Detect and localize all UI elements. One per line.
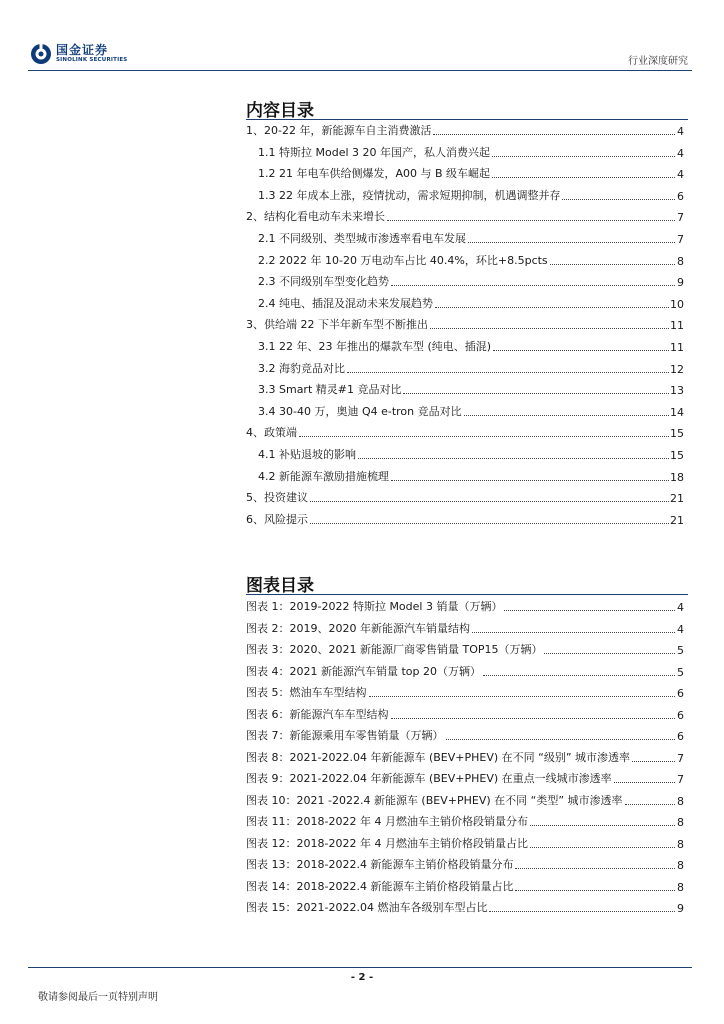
- dot-leader: [391, 284, 675, 286]
- entry-page-number: 8: [677, 816, 684, 829]
- toc-entry[interactable]: [246, 208, 684, 224]
- entry-page-number: 5: [677, 665, 684, 679]
- toc-entry[interactable]: [246, 122, 684, 138]
- entry-page-number: 13: [670, 384, 684, 398]
- entry-title: 2.3 不同级别车型变化趋势: [258, 275, 389, 289]
- entry-title: 3.2 海豹竞品对比: [258, 361, 345, 375]
- entry-title: 图表 12：2018-2022 年 4 月燃油车主销价格段销量占比: [246, 836, 528, 850]
- entry-page-number: 4: [677, 622, 684, 636]
- figure-entry[interactable]: [246, 727, 684, 743]
- entry-page-number: 9: [677, 902, 684, 915]
- dot-leader: [310, 500, 669, 502]
- dot-leader: [464, 414, 669, 416]
- entry-page-number: 7: [677, 773, 684, 786]
- dot-leader: [492, 176, 675, 178]
- toc-entry[interactable]: [258, 273, 684, 289]
- entry-title: 3.4 30-40 万，奥迪 Q4 e-tron 竞品对比: [258, 404, 462, 418]
- entry-page-number: 8: [677, 794, 684, 808]
- dot-leader: [387, 219, 675, 221]
- dot-leader: [468, 241, 675, 243]
- entry-title: 1.1 特斯拉 Model 3 20 年国产，私人消费兴起: [258, 145, 490, 159]
- dot-leader: [403, 392, 669, 394]
- entry-title: 图表 10：2021 -2022.4 新能源车 (BEV+PHEV) 在不同 “类型” 城市渗透率: [246, 793, 623, 807]
- figure-entry[interactable]: [246, 706, 684, 722]
- entry-title: 3.3 Smart 精灵#1 竞品对比: [258, 383, 402, 397]
- entry-title: 1.3 22 年成本上涨，疫情扰动，需求短期抑制，机遇调整并存: [258, 188, 561, 202]
- dot-leader: [391, 479, 669, 481]
- dot-leader: [530, 846, 675, 848]
- toc-entry[interactable]: [258, 381, 684, 397]
- figure-entry[interactable]: [246, 684, 684, 700]
- dot-leader: [492, 155, 675, 157]
- toc-entry[interactable]: [258, 230, 684, 246]
- dot-leader: [632, 760, 675, 762]
- figure-entry[interactable]: [246, 813, 684, 829]
- toc-entry[interactable]: [258, 338, 684, 354]
- entry-title: 图表 11：2018-2022 年 4 月燃油车主销价格段销量分布: [246, 815, 528, 828]
- dot-leader: [310, 522, 669, 524]
- entry-title: 3.1 22 年、23 年推出的爆款车型 (纯电、插混): [258, 340, 492, 353]
- toc-entry[interactable]: [258, 403, 684, 419]
- entry-title: 2、结构化看电动车未来增长: [246, 210, 385, 224]
- entry-page-number: 6: [677, 687, 684, 700]
- figure-entry[interactable]: [246, 641, 684, 657]
- entry-page-number: 7: [677, 211, 684, 225]
- entry-title: 图表 5：燃油车车型结构: [246, 686, 367, 699]
- dot-leader: [493, 349, 669, 351]
- figure-entry[interactable]: [246, 792, 684, 808]
- dot-leader: [347, 371, 669, 373]
- entry-page-number: 7: [677, 233, 684, 246]
- entry-page-number: 12: [670, 362, 684, 376]
- entry-title: 5、投资建议: [246, 491, 308, 505]
- figure-entry[interactable]: [246, 835, 684, 851]
- entry-page-number: 10: [670, 297, 684, 311]
- toc-title: 内容目录: [246, 101, 314, 121]
- entry-page-number: 15: [670, 449, 684, 462]
- dot-leader: [430, 327, 669, 329]
- sinolink-logo-icon: [30, 43, 52, 65]
- dot-leader: [358, 457, 669, 459]
- dot-leader: [614, 781, 675, 783]
- toc-entry[interactable]: [258, 446, 684, 462]
- entry-page-number: 4: [677, 146, 684, 160]
- toc-entry[interactable]: [246, 316, 684, 332]
- dot-leader: [299, 435, 669, 437]
- entry-page-number: 21: [670, 513, 684, 527]
- entry-page-number: 14: [670, 405, 684, 419]
- dot-leader: [446, 738, 676, 740]
- entry-page-number: 15: [670, 427, 684, 441]
- entry-page-number: 11: [670, 341, 684, 354]
- dot-leader: [472, 631, 675, 633]
- dot-leader: [625, 803, 675, 805]
- figures-title: 图表目录: [246, 576, 314, 596]
- entry-page-number: 8: [677, 880, 684, 894]
- entry-page-number: 11: [670, 319, 684, 333]
- entry-title: 4.1 补贴退坡的影响: [258, 448, 356, 461]
- entry-page-number: 5: [677, 644, 684, 657]
- report-type: 行业深度研究: [628, 56, 688, 67]
- dot-leader: [562, 198, 675, 200]
- dot-leader: [433, 133, 675, 135]
- entry-title: 图表 9：2021-2022.04 年新能源车 (BEV+PHEV) 在重点一线城市渗透率: [246, 772, 612, 785]
- entry-page-number: 6: [677, 708, 684, 722]
- entry-title: 2.4 纯电、插混及混动未来发展趋势: [258, 296, 433, 310]
- entry-title: 图表 8：2021-2022.04 年新能源车 (BEV+PHEV) 在不同 “级别” 城市渗透率: [246, 750, 631, 764]
- entry-page-number: 6: [677, 730, 684, 743]
- entry-title: 图表 15：2021-2022.04 燃油车各级别车型占比: [246, 901, 488, 914]
- entry-page-number: 7: [677, 751, 684, 765]
- entry-page-number: 21: [670, 492, 684, 506]
- toc-entry[interactable]: [258, 468, 684, 484]
- brand-logo: [30, 42, 127, 66]
- toc-entry[interactable]: [246, 489, 684, 505]
- entry-title: 3、供给端 22 下半年新车型不断推出: [246, 318, 428, 332]
- entry-page-number: 6: [677, 189, 684, 203]
- entry-title: 图表 3：2020、2021 新能源厂商零售销量 TOP15（万辆）: [246, 643, 543, 656]
- toc-entry[interactable]: [246, 511, 684, 527]
- dot-leader: [504, 609, 675, 611]
- toc-entry[interactable]: [246, 424, 684, 440]
- figures-title-divider: [246, 594, 688, 595]
- entry-title: 2.1 不同级别、类型城市渗透率看电车发展: [258, 232, 466, 245]
- toc-entry[interactable]: [258, 144, 684, 160]
- figure-entry[interactable]: [246, 899, 684, 915]
- entry-title: 图表 6：新能源汽车车型结构: [246, 707, 389, 721]
- toc-title-divider: [246, 119, 688, 120]
- toc-entry[interactable]: [258, 252, 684, 268]
- toc-entry[interactable]: [258, 295, 684, 311]
- entry-title: 图表 13：2018-2022.4 新能源车主销价格段销量分布: [246, 858, 514, 871]
- page-header: [0, 0, 724, 72]
- entry-page-number: 8: [677, 254, 684, 268]
- toc-entry[interactable]: [258, 165, 684, 181]
- entry-page-number: 4: [677, 125, 684, 138]
- entry-title: 4.2 新能源车激励措施梳理: [258, 469, 389, 483]
- dot-leader: [391, 717, 676, 719]
- dot-leader: [544, 652, 675, 654]
- entry-title: 2.2 2022 年 10-20 万电动车占比 40.4%，环比+8.5pcts: [258, 253, 548, 267]
- entry-title: 图表 7：新能源乘用车零售销量（万辆）: [246, 729, 444, 742]
- entry-page-number: 8: [677, 837, 684, 851]
- figure-entry[interactable]: [246, 856, 684, 872]
- entry-page-number: 9: [677, 276, 684, 290]
- entry-page-number: 18: [670, 470, 684, 484]
- disclaimer-note: 敬请参阅最后一页特别声明: [38, 992, 158, 1003]
- figure-entry[interactable]: [246, 620, 684, 636]
- entry-title: 图表 1：2019-2022 特斯拉 Model 3 销量（万辆）: [246, 600, 503, 613]
- brand-name-en: SINOLINK SECURITIES: [56, 57, 128, 64]
- entry-title: 1.2 21 年电车供给侧爆发，A00 与 B 级车崛起: [258, 167, 491, 181]
- dot-leader: [515, 889, 675, 891]
- entry-title: 1、20-22 年，新能源车自主消费激活: [246, 124, 432, 137]
- toc-entry[interactable]: [258, 187, 684, 203]
- figure-entry[interactable]: [246, 749, 684, 765]
- toc-entry[interactable]: [258, 360, 684, 376]
- entry-title: 图表 2：2019、2020 年新能源汽车销量结构: [246, 621, 470, 635]
- figure-entry[interactable]: [246, 663, 684, 679]
- footer-divider: [28, 967, 692, 968]
- dot-leader: [550, 263, 675, 265]
- dot-leader: [369, 695, 676, 697]
- page-number: - 2 -: [350, 972, 374, 983]
- entry-title: 4、政策端: [246, 426, 297, 440]
- entry-title: 图表 4：2021 新能源汽车销量 top 20（万辆）: [246, 664, 482, 678]
- entry-title: 图表 14：2018-2022.4 新能源车主销价格段销量占比: [246, 879, 514, 893]
- dot-leader: [489, 910, 675, 912]
- header-divider: [28, 70, 692, 71]
- dot-leader: [530, 824, 675, 826]
- dot-leader: [435, 306, 669, 308]
- entry-title: 6、风险提示: [246, 512, 308, 526]
- dot-leader: [515, 867, 675, 869]
- entry-page-number: 4: [677, 601, 684, 614]
- figure-entry[interactable]: [246, 770, 684, 786]
- figure-entry[interactable]: [246, 878, 684, 894]
- brand-name-cn: 国金证券: [56, 43, 109, 58]
- entry-page-number: 8: [677, 859, 684, 872]
- entry-page-number: 4: [677, 168, 684, 182]
- figure-entry[interactable]: [246, 598, 684, 614]
- dot-leader: [483, 674, 675, 676]
